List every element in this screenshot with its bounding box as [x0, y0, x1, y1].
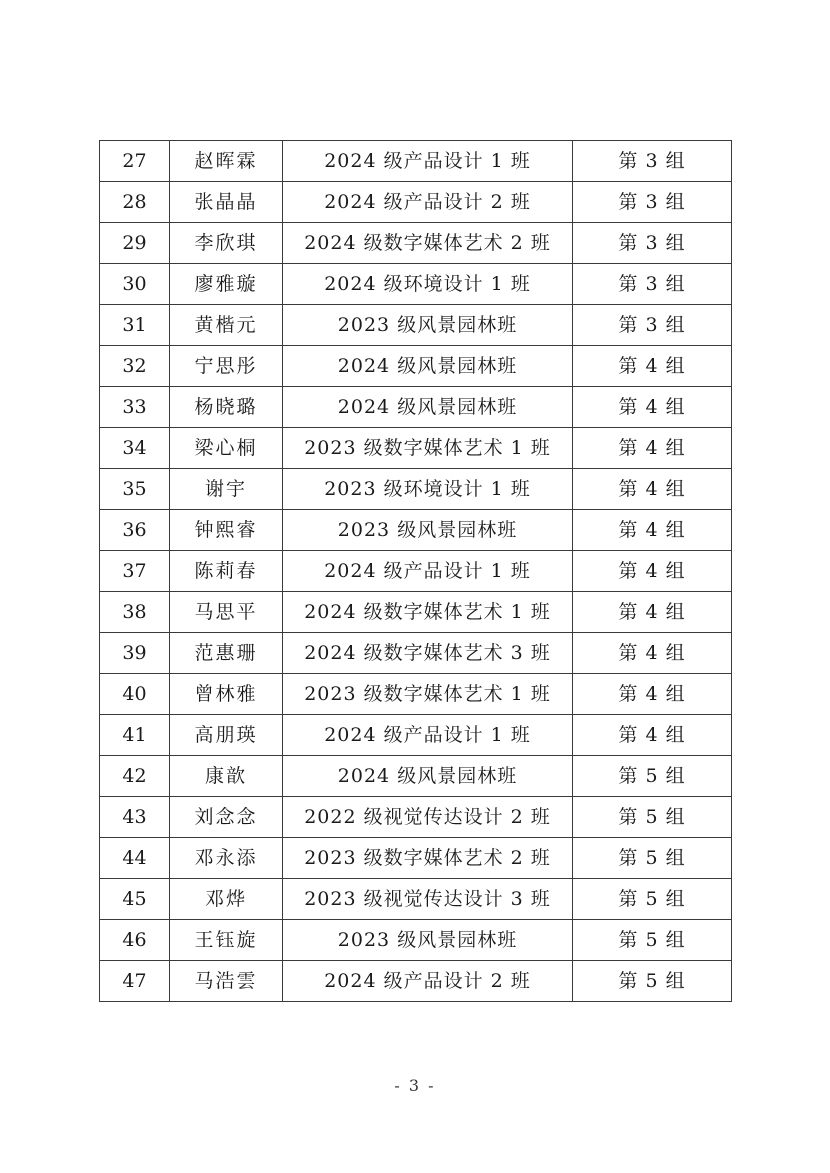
student-name-cell: 谢宇: [170, 469, 283, 510]
student-name-cell: 黄楷元: [170, 305, 283, 346]
class-name-cell: 2024 级数字媒体艺术 3 班: [283, 633, 573, 674]
group-cell: 第 4 组: [573, 510, 732, 551]
group-cell: 第 4 组: [573, 346, 732, 387]
row-number-cell: 45: [100, 879, 170, 920]
row-number-cell: 43: [100, 797, 170, 838]
table-row: [100, 223, 732, 264]
class-name-cell: 2024 级数字媒体艺术 2 班: [283, 223, 573, 264]
table-row: [100, 633, 732, 674]
table-row: [100, 182, 732, 223]
student-name-cell: 宁思彤: [170, 346, 283, 387]
group-cell: 第 3 组: [573, 182, 732, 223]
group-cell: 第 4 组: [573, 551, 732, 592]
group-cell: 第 4 组: [573, 633, 732, 674]
student-name-cell: 廖雅璇: [170, 264, 283, 305]
student-name-cell: 李欣琪: [170, 223, 283, 264]
student-name-cell: 王钰旋: [170, 920, 283, 961]
class-name-cell: 2023 级环境设计 1 班: [283, 469, 573, 510]
class-name-cell: 2022 级视觉传达设计 2 班: [283, 797, 573, 838]
student-name-cell: 张晶晶: [170, 182, 283, 223]
class-name-cell: 2024 级产品设计 2 班: [283, 182, 573, 223]
table-row: [100, 920, 732, 961]
student-name-cell: 邓烨: [170, 879, 283, 920]
row-number-cell: 46: [100, 920, 170, 961]
row-number-cell: 40: [100, 674, 170, 715]
row-number-cell: 37: [100, 551, 170, 592]
group-cell: 第 4 组: [573, 715, 732, 756]
row-number-cell: 30: [100, 264, 170, 305]
group-cell: 第 5 组: [573, 879, 732, 920]
row-number-cell: 35: [100, 469, 170, 510]
table-row: [100, 551, 732, 592]
table-row: [100, 387, 732, 428]
student-name-cell: 赵晖霖: [170, 141, 283, 182]
table-row: [100, 756, 732, 797]
student-name-cell: 曾林雅: [170, 674, 283, 715]
row-number-cell: 47: [100, 961, 170, 1002]
row-number-cell: 27: [100, 141, 170, 182]
student-name-cell: 杨晓璐: [170, 387, 283, 428]
table-row: [100, 715, 732, 756]
row-number-cell: 34: [100, 428, 170, 469]
row-number-cell: 31: [100, 305, 170, 346]
table-row: [100, 346, 732, 387]
student-name-cell: 范惠珊: [170, 633, 283, 674]
table-row: [100, 428, 732, 469]
group-cell: 第 3 组: [573, 264, 732, 305]
group-cell: 第 3 组: [573, 223, 732, 264]
row-number-cell: 36: [100, 510, 170, 551]
class-name-cell: 2023 级数字媒体艺术 1 班: [283, 674, 573, 715]
table-row: [100, 797, 732, 838]
table-row: [100, 674, 732, 715]
class-name-cell: 2024 级风景园林班: [283, 387, 573, 428]
table-row: [100, 264, 732, 305]
row-number-cell: 29: [100, 223, 170, 264]
row-number-cell: 41: [100, 715, 170, 756]
class-name-cell: 2023 级数字媒体艺术 2 班: [283, 838, 573, 879]
group-cell: 第 4 组: [573, 469, 732, 510]
row-number-cell: 38: [100, 592, 170, 633]
class-name-cell: 2024 级产品设计 1 班: [283, 141, 573, 182]
class-name-cell: 2024 级环境设计 1 班: [283, 264, 573, 305]
student-name-cell: 钟熙睿: [170, 510, 283, 551]
table-row: [100, 879, 732, 920]
group-cell: 第 3 组: [573, 305, 732, 346]
row-number-cell: 39: [100, 633, 170, 674]
row-number-cell: 32: [100, 346, 170, 387]
roster-table: [99, 140, 732, 1002]
row-number-cell: 33: [100, 387, 170, 428]
student-name-cell: 邓永添: [170, 838, 283, 879]
table-row: [100, 592, 732, 633]
table-row: [100, 141, 732, 182]
page-number: - 3 -: [394, 1076, 436, 1095]
class-name-cell: 2023 级风景园林班: [283, 920, 573, 961]
class-name-cell: 2023 级视觉传达设计 3 班: [283, 879, 573, 920]
row-number-cell: 42: [100, 756, 170, 797]
student-name-cell: 陈莉春: [170, 551, 283, 592]
student-name-cell: 梁心桐: [170, 428, 283, 469]
student-name-cell: 马浩雲: [170, 961, 283, 1002]
student-name-cell: 高朋瑛: [170, 715, 283, 756]
student-name-cell: 康歆: [170, 756, 283, 797]
group-cell: 第 4 组: [573, 592, 732, 633]
group-cell: 第 5 组: [573, 961, 732, 1002]
group-cell: 第 5 组: [573, 756, 732, 797]
student-name-cell: 马思平: [170, 592, 283, 633]
group-cell: 第 4 组: [573, 428, 732, 469]
table-row: [100, 469, 732, 510]
table-row: [100, 510, 732, 551]
group-cell: 第 5 组: [573, 838, 732, 879]
class-name-cell: 2023 级风景园林班: [283, 510, 573, 551]
row-number-cell: 44: [100, 838, 170, 879]
table-row: [100, 305, 732, 346]
class-name-cell: 2024 级风景园林班: [283, 756, 573, 797]
group-cell: 第 5 组: [573, 797, 732, 838]
group-cell: 第 3 组: [573, 141, 732, 182]
row-number-cell: 28: [100, 182, 170, 223]
class-name-cell: 2024 级风景园林班: [283, 346, 573, 387]
group-cell: 第 4 组: [573, 674, 732, 715]
student-name-cell: 刘念念: [170, 797, 283, 838]
class-name-cell: 2023 级风景园林班: [283, 305, 573, 346]
class-name-cell: 2023 级数字媒体艺术 1 班: [283, 428, 573, 469]
class-name-cell: 2024 级产品设计 2 班: [283, 961, 573, 1002]
class-name-cell: 2024 级数字媒体艺术 1 班: [283, 592, 573, 633]
table-row: [100, 838, 732, 879]
class-name-cell: 2024 级产品设计 1 班: [283, 551, 573, 592]
roster-table-body: [100, 141, 732, 1002]
group-cell: 第 4 组: [573, 387, 732, 428]
group-cell: 第 5 组: [573, 920, 732, 961]
table-row: [100, 961, 732, 1002]
class-name-cell: 2024 级产品设计 1 班: [283, 715, 573, 756]
